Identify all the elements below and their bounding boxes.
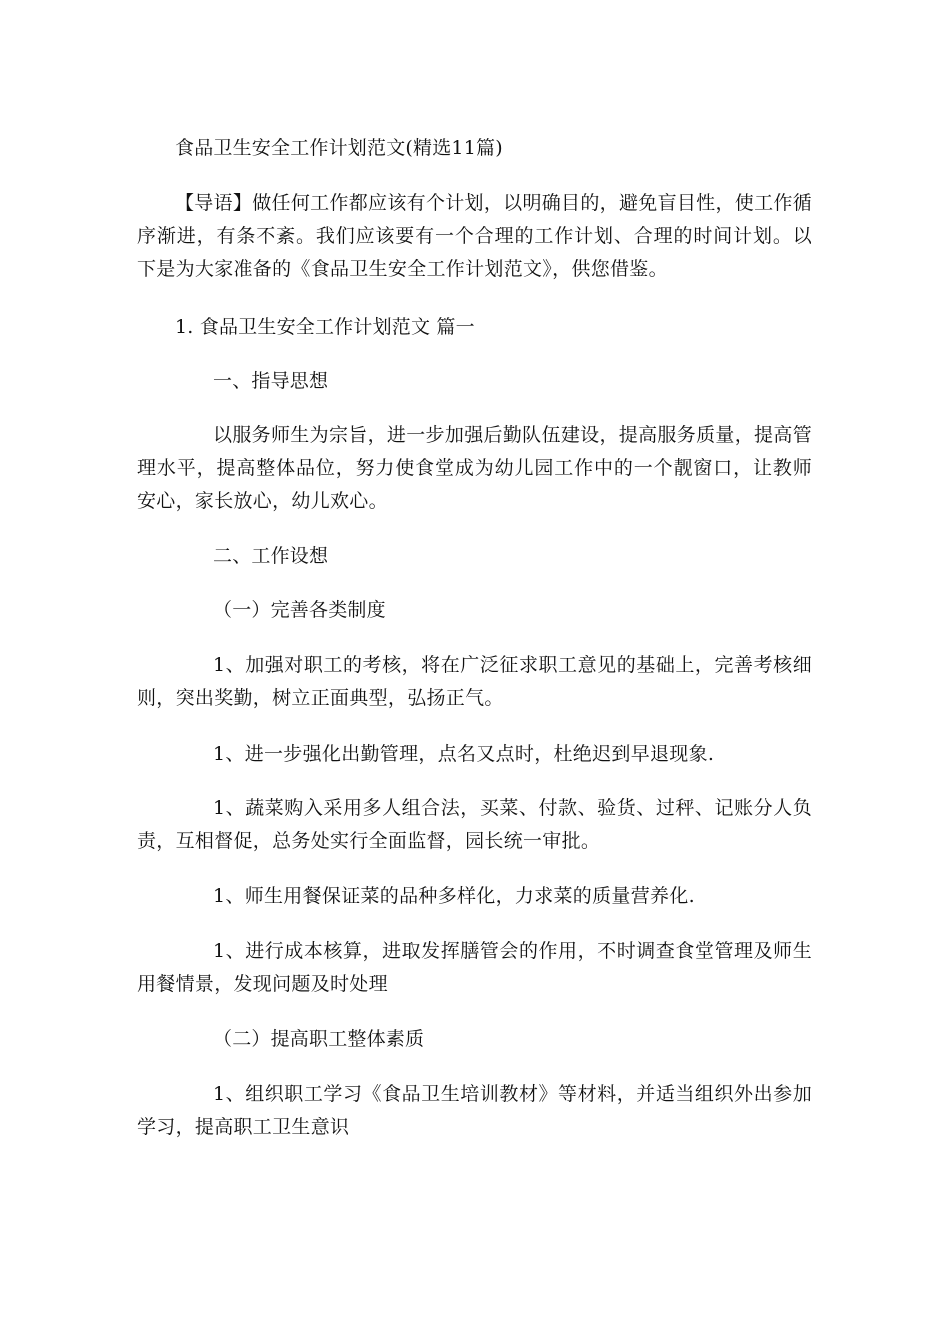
sub-heading-regulations: （一）完善各类制度 xyxy=(213,599,386,621)
list-item: 1、蔬菜购入采用多人组合法，买菜、付款、验货、过秤、记账分人负责，互相督促，总务处实行全面监督，园长统一审批。 xyxy=(137,797,812,852)
heading-guiding-ideology: 一、指导思想 xyxy=(213,370,329,392)
list-item: 1、进一步强化出勤管理，点名又点时，杜绝迟到早退现象. xyxy=(213,743,715,765)
list-item: 1、师生用餐保证菜的品种多样化，力求菜的质量营养化. xyxy=(213,885,695,907)
list-item: 1、进行成本核算，进取发挥膳管会的作用，不时调查食堂管理及师生用餐情景，发现问题及时处理 xyxy=(137,940,812,995)
paragraph-guiding-ideology: 以服务师生为宗旨，进一步加强后勤队伍建设，提高服务质量，提高管理水平，提高整体品位，努力使食堂成为幼儿园工作中的一个靓窗口，让教师安心，家长放心，幼儿欢心。 xyxy=(137,424,812,512)
section-heading: 1. 食品卫生安全工作计划范文 篇一 xyxy=(175,316,475,338)
document-title: 食品卫生安全工作计划范文(精选11篇) xyxy=(175,137,503,159)
sub-heading-staff-quality: （二）提高职工整体素质 xyxy=(213,1028,425,1050)
intro-paragraph: 【导语】做任何工作都应该有个计划，以明确目的，避免盲目性，使工作循序渐进，有条不紊。我们应该要有一个合理的工作计划、合理的时间计划。以下是为大家准备的《食品卫生安全工作计划范文》，供您借鉴。 xyxy=(137,192,812,280)
list-item: 1、组织职工学习《食品卫生培训教材》等材料，并适当组织外出参加学习，提高职工卫生意识 xyxy=(137,1083,812,1138)
heading-work-plan: 二、工作设想 xyxy=(213,545,329,567)
list-item: 1、加强对职工的考核，将在广泛征求职工意见的基础上，完善考核细则，突出奖勤，树立正面典型，弘扬正气。 xyxy=(137,654,812,709)
